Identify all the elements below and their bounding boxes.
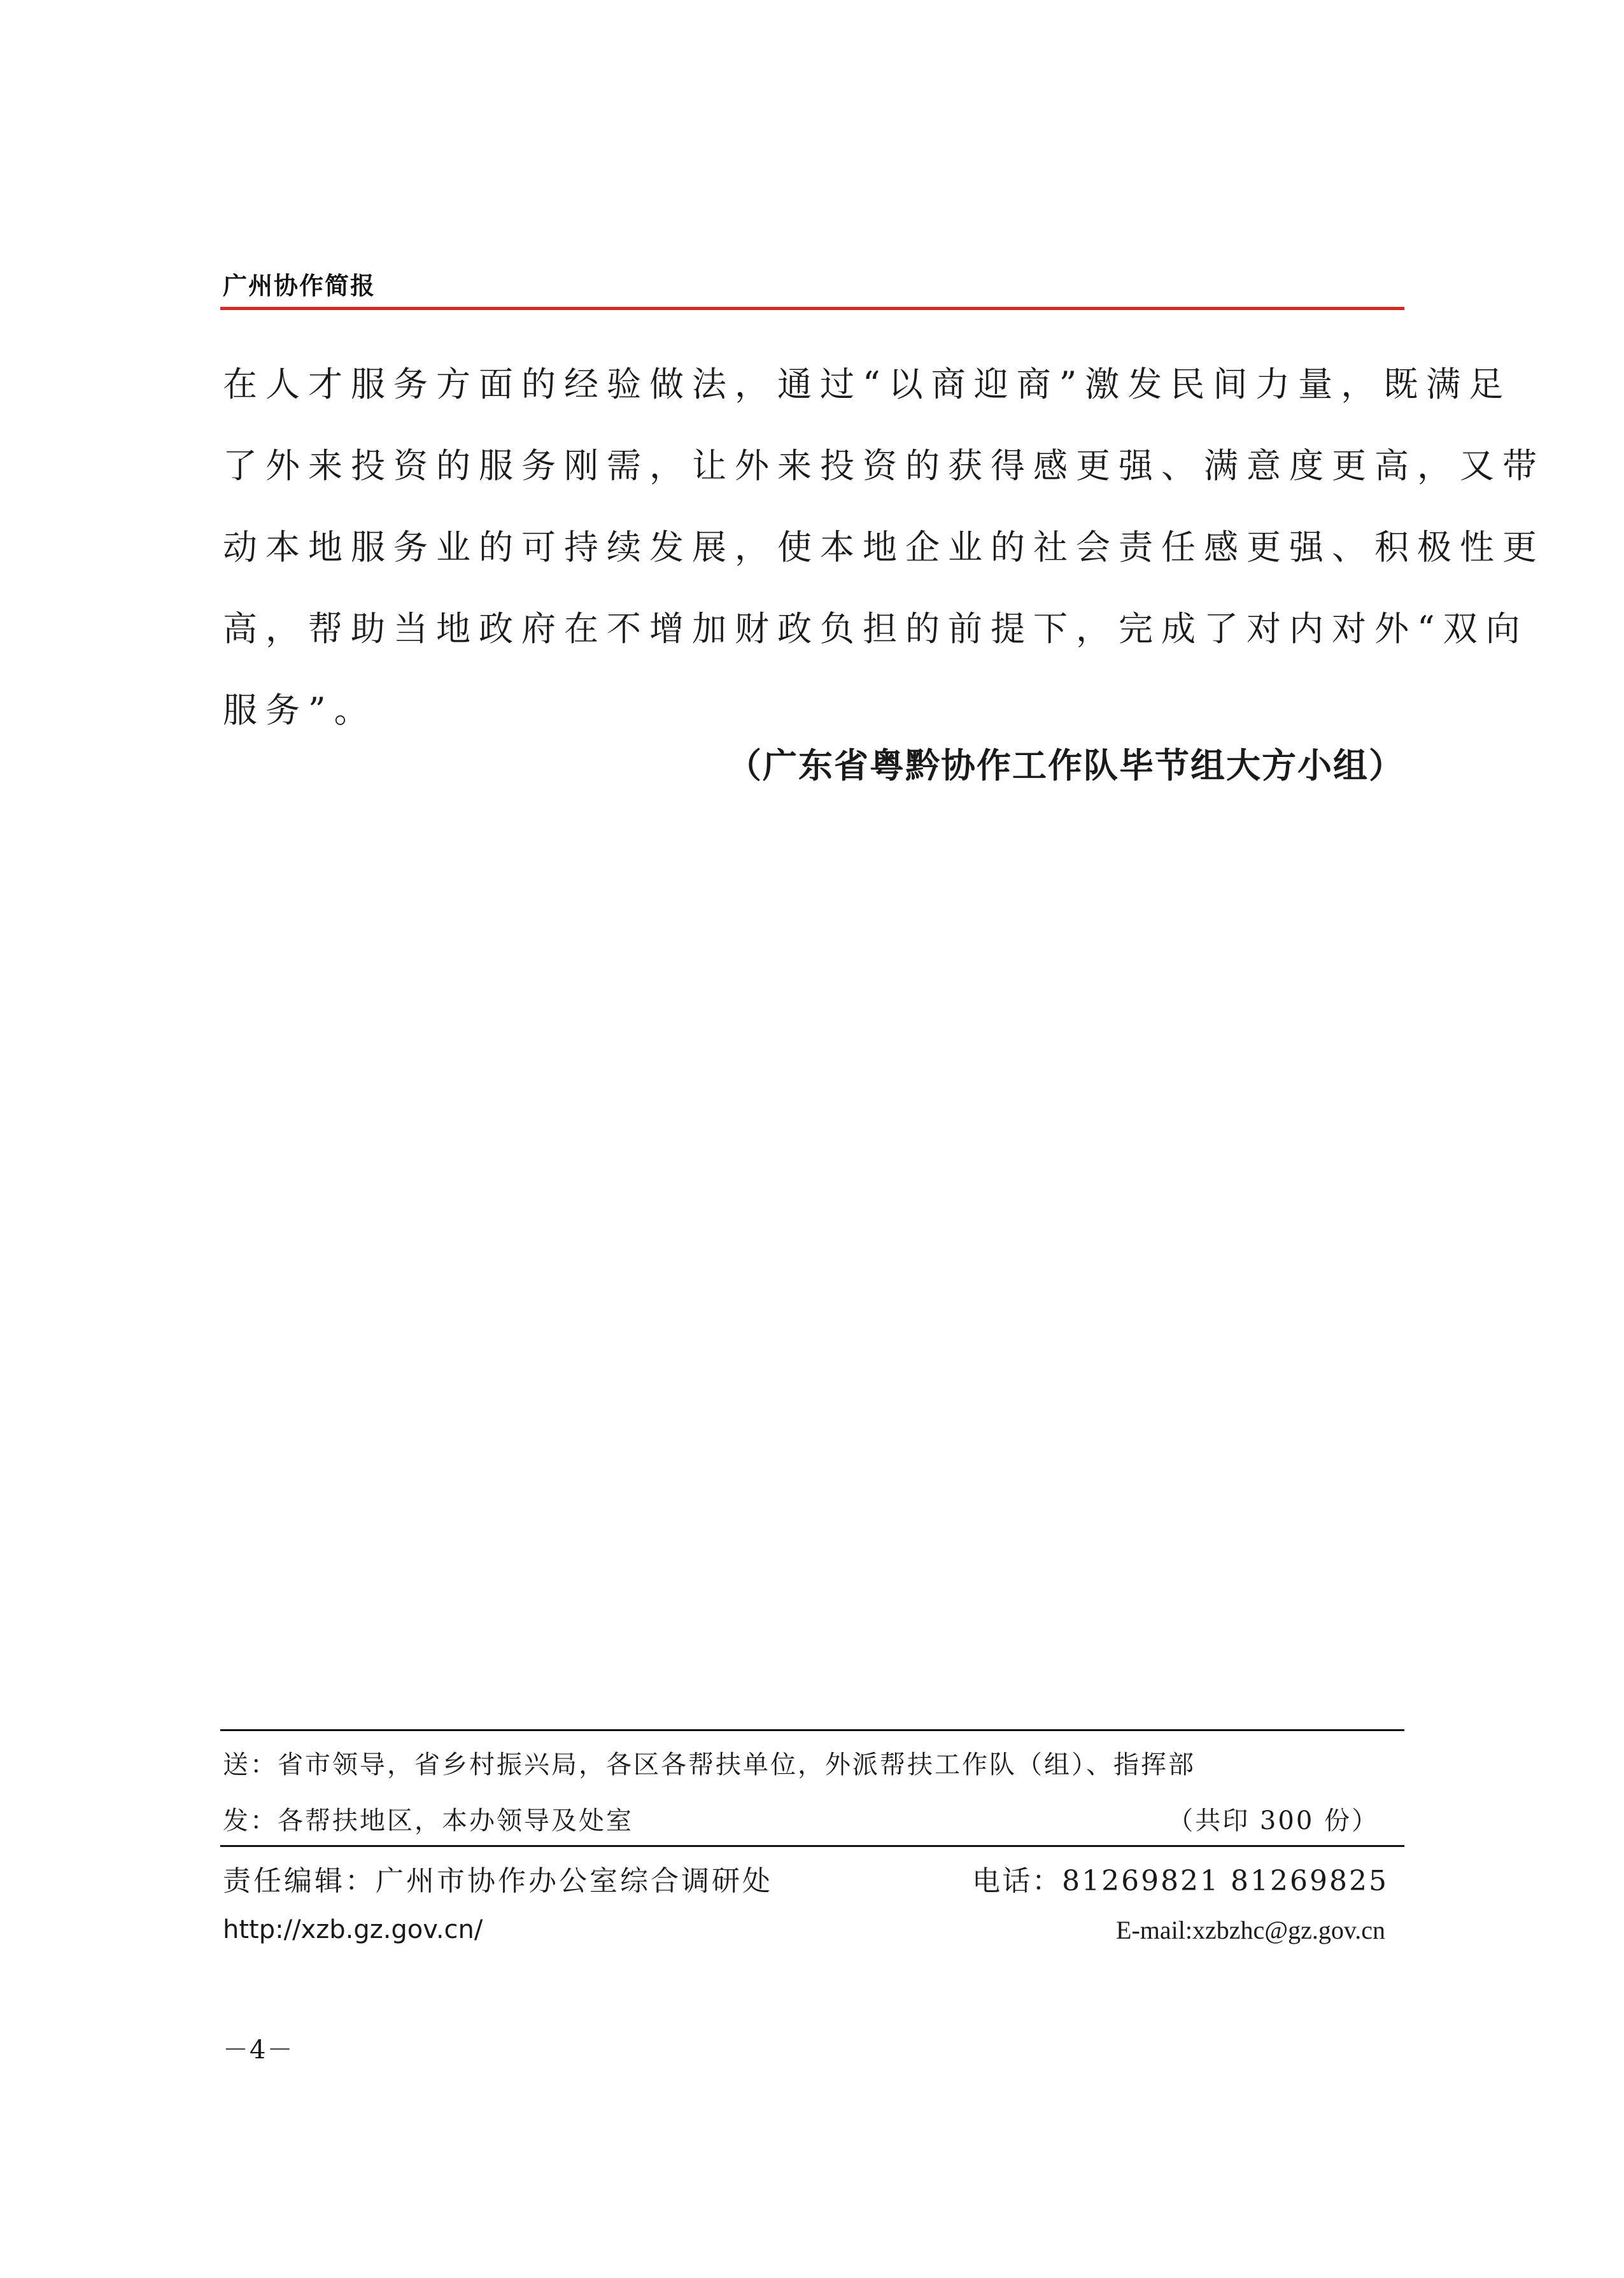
send-line-text: 送：省市领导，省乡村振兴局，各区各帮扶单位，外派帮扶工作队（组）、指挥部 bbox=[223, 1750, 1196, 1779]
article-body bbox=[223, 344, 1545, 751]
email-link[interactable]: E-mail:xzbzhc@gz.gov.cn bbox=[1116, 1916, 1385, 1944]
distribute-line-text: 发：各帮扶地区，本办领导及处室 bbox=[223, 1806, 633, 1836]
distribute-line bbox=[223, 1800, 1404, 1837]
responsible-editor: 责任编辑：广州市协作办公室综合调研处 bbox=[223, 1865, 773, 1897]
body-line: 在人才服务方面的经验做法，通过“以商迎商”激发民间力量，既满足 bbox=[223, 364, 1512, 404]
website-link[interactable]: http://xzb.gz.gov.cn/ bbox=[223, 1915, 483, 1944]
send-line bbox=[223, 1744, 1404, 1781]
article-source: （广东省粤黔协作工作队毕节组大方小组） bbox=[727, 746, 1404, 786]
publication-title: 广州协作简报 bbox=[223, 272, 376, 300]
footer-middle-divider bbox=[220, 1845, 1404, 1847]
page-number: －4－ bbox=[223, 2035, 294, 2065]
body-line: 了外来投资的服务刚需，让外来投资的获得感更强、满意度更高，又带 bbox=[223, 446, 1545, 486]
body-line: 高，帮助当地政府在不增加财政负担的前提下，完成了对内对外“双向 bbox=[223, 609, 1529, 649]
print-count: （共印 300 份） bbox=[1168, 1806, 1379, 1836]
contact-line bbox=[223, 1915, 1404, 1944]
footer-top-divider bbox=[220, 1729, 1404, 1731]
body-line: 服务”。 bbox=[223, 690, 377, 730]
body-line: 动本地服务业的可持续发展，使本地企业的社会责任感更强、积极性更 bbox=[223, 527, 1545, 567]
phone-numbers: 电话：81269821 81269825 bbox=[972, 1865, 1388, 1897]
header-divider bbox=[220, 307, 1404, 310]
editor-line bbox=[223, 1858, 1404, 1899]
